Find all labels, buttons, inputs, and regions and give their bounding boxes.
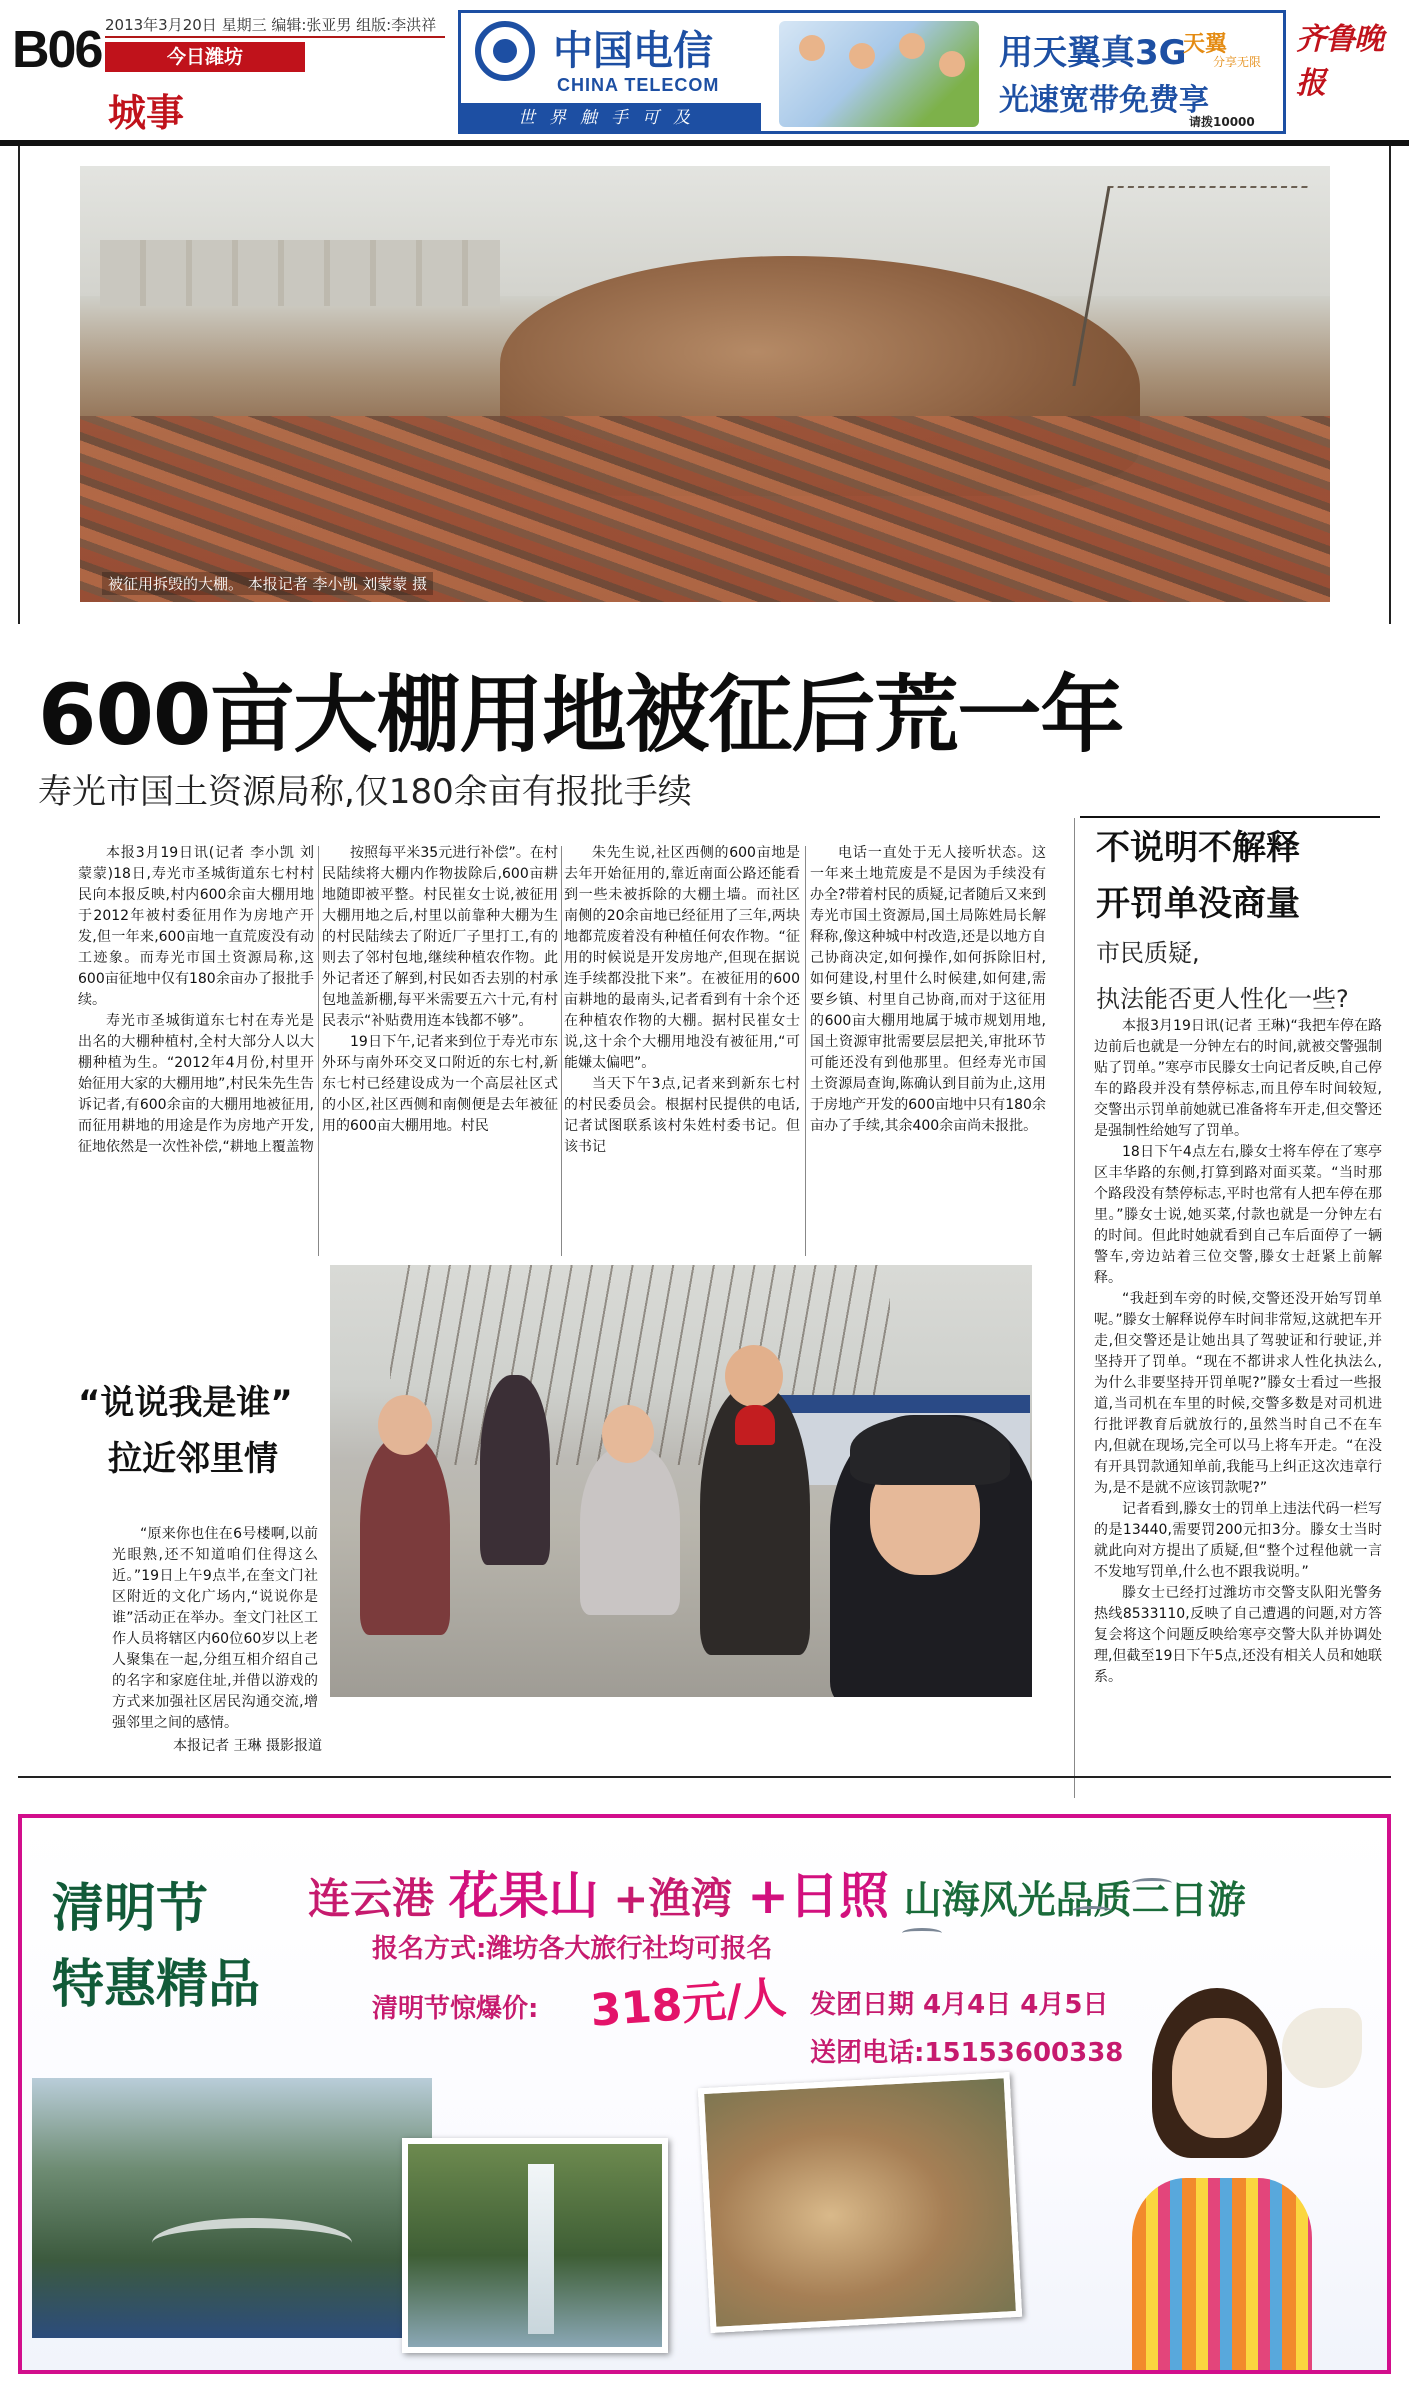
- route-tagline: 山海风光品质二日游: [903, 1878, 1246, 1922]
- telecom-ad-line2: 光速宽带免费享: [999, 83, 1209, 118]
- tianyi-brand: 天翼: [1183, 32, 1228, 57]
- telecom-ad: [458, 10, 1286, 134]
- telecom-slogan: 世界触手可及: [461, 103, 761, 134]
- sidebar-title-line1: 不说明不解释: [1096, 828, 1300, 868]
- article-column: [810, 843, 1046, 1137]
- feature-title-line1: “说说我是谁”: [78, 1383, 293, 1423]
- ad-route: [308, 1856, 1246, 1928]
- sidebar-divider: [1074, 818, 1075, 1798]
- seagull-icon: [1132, 1878, 1172, 1888]
- monkeys-photo: [698, 2072, 1022, 2333]
- sidebar-paragraph: 滕女士已经打过潍坊市交警支队阳光警务热线8533110,反映了自己遭遇的问题,对方答复会将这个问题反映给寒亭交警大队并协调处理,但截至19日下午5点,还没有相关人员和她联系。: [1094, 1585, 1382, 1685]
- telecom-logo-icon: [475, 21, 535, 81]
- column-divider: [805, 846, 806, 1256]
- sidebar-title-line2: 开罚单没商量: [1096, 884, 1300, 924]
- article-column: [78, 843, 314, 1158]
- seagull-icon: [902, 1928, 942, 1938]
- ad-people-image: [779, 21, 979, 127]
- sidebar-deck-line2: 执法能否更人性化一些?: [1096, 985, 1349, 1013]
- column-text: 寿光市圣城街道东七村在寿光是出名的大棚种植村,全村大部分人以大棚种植为生。“2012年4月份,村里开始征用大家的大棚用地”,村民朱先生告诉记者,有600余亩的大棚用地被征用,而征用耕地的用途是作为房地产开发,征地依然是一次性补偿,“耕地上覆盖物: [78, 1013, 314, 1155]
- ad-registration: 报名方式:潍坊各大旅行社均可报名: [372, 1934, 773, 1964]
- telecom-hotline: 请拨10000: [1189, 115, 1255, 129]
- column-text: 当天下午3点,记者来到新东七村的村民委员会。根据村民提供的电话,记者试图联系该村朱姓村委书记。但该书记: [564, 1076, 800, 1155]
- demolished-greenhouse-photo: [80, 166, 1330, 602]
- feature-credit: 本报记者 王琳 摄影报道: [173, 1738, 322, 1754]
- fountain-scene-photo: [32, 2078, 432, 2338]
- newspaper-logo: 齐鲁晚报: [1296, 22, 1383, 101]
- sidebar-deck: [1096, 930, 1386, 1022]
- ad-price-label: 清明节惊爆价:: [372, 1994, 539, 2024]
- photo-caption: 被征用拆毁的大棚。 本报记者 李小凯 刘蒙蒙 摄: [102, 572, 433, 595]
- waterfall-photo: [402, 2138, 668, 2353]
- sidebar-paragraph: 本报3月19日讯(记者 王琳)“我把车停在路边前后也就是一分钟左右的时间,就被交警强制贴了罚单。”寒亭市民滕女士向记者反映,自己停车的路段并没有禁停标志,而且停车时间较短,交警出示罚单前她就已准备将车开走,但交警还是强制性给她写了罚单。: [1094, 1018, 1382, 1139]
- ad-dates: 发团日期 4月4日 4月5日: [810, 1990, 1109, 2020]
- model-with-shell-image: [1062, 1978, 1382, 2374]
- section-tab: 今日潍坊: [105, 42, 305, 72]
- feature-title: [78, 1375, 328, 1487]
- telecom-brand-cn: 中国电信: [553, 27, 713, 74]
- meta-rule: [105, 36, 445, 38]
- ad-price: 318元/人: [588, 1972, 788, 2037]
- route-yuwan: +渔湾: [613, 1874, 733, 1923]
- sidebar-body: [1094, 1016, 1382, 1688]
- sidebar-paragraph: 记者看到,滕女士的罚单上违法代码一栏写的是13440,需要罚200元扣3分。滕女士当时就此向对方提出了质疑,但“整个过程他就一言不发地写罚单,什么也不跟我说明。”: [1094, 1501, 1382, 1580]
- column-text: 19日下午,记者来到位于寿光市东外环与南外环交叉口附近的东七村,新东七村已经建设成为一个高层社区式的小区,社区西侧和南侧便是去年被征用的600亩大棚用地。村民: [322, 1034, 558, 1134]
- ad-label-line1: 清明节: [52, 1878, 209, 1939]
- section-name: 城事: [108, 91, 185, 135]
- column-divider: [318, 846, 319, 1256]
- column-divider: [561, 846, 562, 1256]
- column-text: 电话一直处于无人接听状态。这一年来土地荒废是不是因为手续没有办全?带着村民的质疑,记者随后又来到寿光市国土资源局,国土局陈姓局长解释称,像这种城中村改造,还是以地方自己协商决定,如何操作,如何拆除旧村,如何建设,村里什么时候建,如何建,需要乡镇、村里自己协商,而对于这征用的600亩大棚用地属于城市规划用地,国土资源审批需要层层把关,审批环节可能还没有到他那里。但经寿光市国土资源局查询,陈确认到目前为止,这用于房地产开发的600亩地中只有180余亩办了手续,其余400余亩尚未报批。: [810, 845, 1046, 1134]
- feature-title-line2: 拉近邻里情: [108, 1439, 278, 1479]
- issue-meta: 2013年3月20日 星期三 编辑:张亚男 组版:李洪祥: [105, 16, 437, 34]
- article-column: [322, 843, 558, 1137]
- article-column: [564, 843, 800, 1158]
- sidebar-rule: [1080, 816, 1380, 818]
- ad-phone: 送团电话:15153600338: [810, 2038, 1124, 2068]
- sidebar-deck-line1: 市民质疑,: [1096, 939, 1200, 967]
- column-text: 按照每平米35元进行补偿”。在村民陆续将大棚内作物拔除后,600亩耕地随即被平整。村民崔女士说,被征用大棚用地之后,村里以前靠种大棚为生的村民陆续去了附近厂子里打工,有的则去了邻村包地,继续种植农作物。此外记者还了解到,村民如否去别的村承包地盖新棚,每平米需要五六十元,有村民表示“补贴费用连本钱都不够”。: [322, 845, 558, 1029]
- sidebar-paragraph: “我赶到车旁的时候,交警还没开始写罚单呢。”滕女士解释说停车时间非常短,这就把车开走,但交警还是让她出具了驾驶证和行驶证,并坚持开了罚单。“现在不都讲求人性化执法么,为什么非要坚持开罚单呢?”滕女士看过一些报道,当司机在车里的时候,交警多数是对司机进行批评教育后就放行的,虽然当时自己不在车内,但就在现场,完全可以马上将车开走。“在没有开具罚款通知单前,我能马上纠正这次违章行为,是不是就不应该罚款呢?”: [1094, 1291, 1382, 1496]
- seagull-icon: [1072, 1906, 1112, 1916]
- subhead: 寿光市国土资源局称,仅180余亩有报批手续: [38, 772, 692, 812]
- telecom-brand-en: CHINA TELECOM: [557, 75, 720, 95]
- page-number: B06: [12, 21, 102, 79]
- route-rizhao: +日照: [747, 1867, 889, 1925]
- feature-text: “原来你也住在6号楼啊,以前光眼熟,还不知道咱们住得这么近。”19日上午9点半,在奎文门社区附近的文化广场内,“说说你是谁”活动正在举办。奎文门社区工作人员将辖区内60位60岁以上老人聚集在一起,分组互相介绍自己的名字和家庭住址,并借以游戏的方式来加强社区居民沟通交流,增强邻里之间的感情。: [112, 1526, 318, 1731]
- sidebar-paragraph: 18日下午4点左右,滕女士将车停在了寒亭区丰华路的东侧,打算到路对面买菜。“当时那个路段没有禁停标志,平时也常有人把车停在那里。”滕女士说,她买菜,付款也就是一分钟左右的时间。但此时她就看到自己车后面停了一辆警车,旁边站着三位交警,滕女士赶紧上前解释。: [1094, 1144, 1382, 1286]
- page-frame-bottom: [18, 1776, 1391, 1778]
- column-text: 朱先生说,社区西侧的600亩地是去年开始征用的,靠近南面公路还能看到一些未被拆除的大棚土墙。而社区南侧的20余亩地已经征用了三年,两块地都荒废着没有种植任何农作物。“征用的时候说是开发房地产,但现在据说连手续都没批下来”。在被征用的600亩耕地的最南头,记者看到有十余个还在种植农作物的大棚。据村民崔女士说,这十余个大棚用地没有被征用,“可能嫌太偏吧”。: [564, 845, 800, 1071]
- route-huaguoshan: 花果山: [448, 1867, 599, 1925]
- masthead: [0, 0, 1409, 146]
- route-lianyungang: 连云港: [308, 1874, 435, 1923]
- telecom-ad-line1: 用天翼真3G: [999, 33, 1187, 73]
- feature-body: [112, 1524, 318, 1734]
- tianyi-tagline: 分享无限: [1213, 55, 1262, 69]
- headline: 600亩大棚用地被征后荒一年: [38, 666, 1124, 764]
- travel-ad: [18, 1814, 1391, 2374]
- ad-label-line2: 特惠精品: [52, 1954, 261, 2015]
- community-event-photo: [330, 1265, 1032, 1697]
- sidebar-title: [1096, 820, 1386, 932]
- column-text: 本报3月19日讯(记者 李小凯 刘蒙蒙)18日,寿光市圣城街道东七村村民向本报反映,村内600余亩大棚用地于2012年被村委征用作为房地产开发,但一年来,600亩地一直荒废没有动工迹象。而寿光市国土资源局称,这600亩征地中仅有180余亩办了报批手续。: [78, 845, 314, 1008]
